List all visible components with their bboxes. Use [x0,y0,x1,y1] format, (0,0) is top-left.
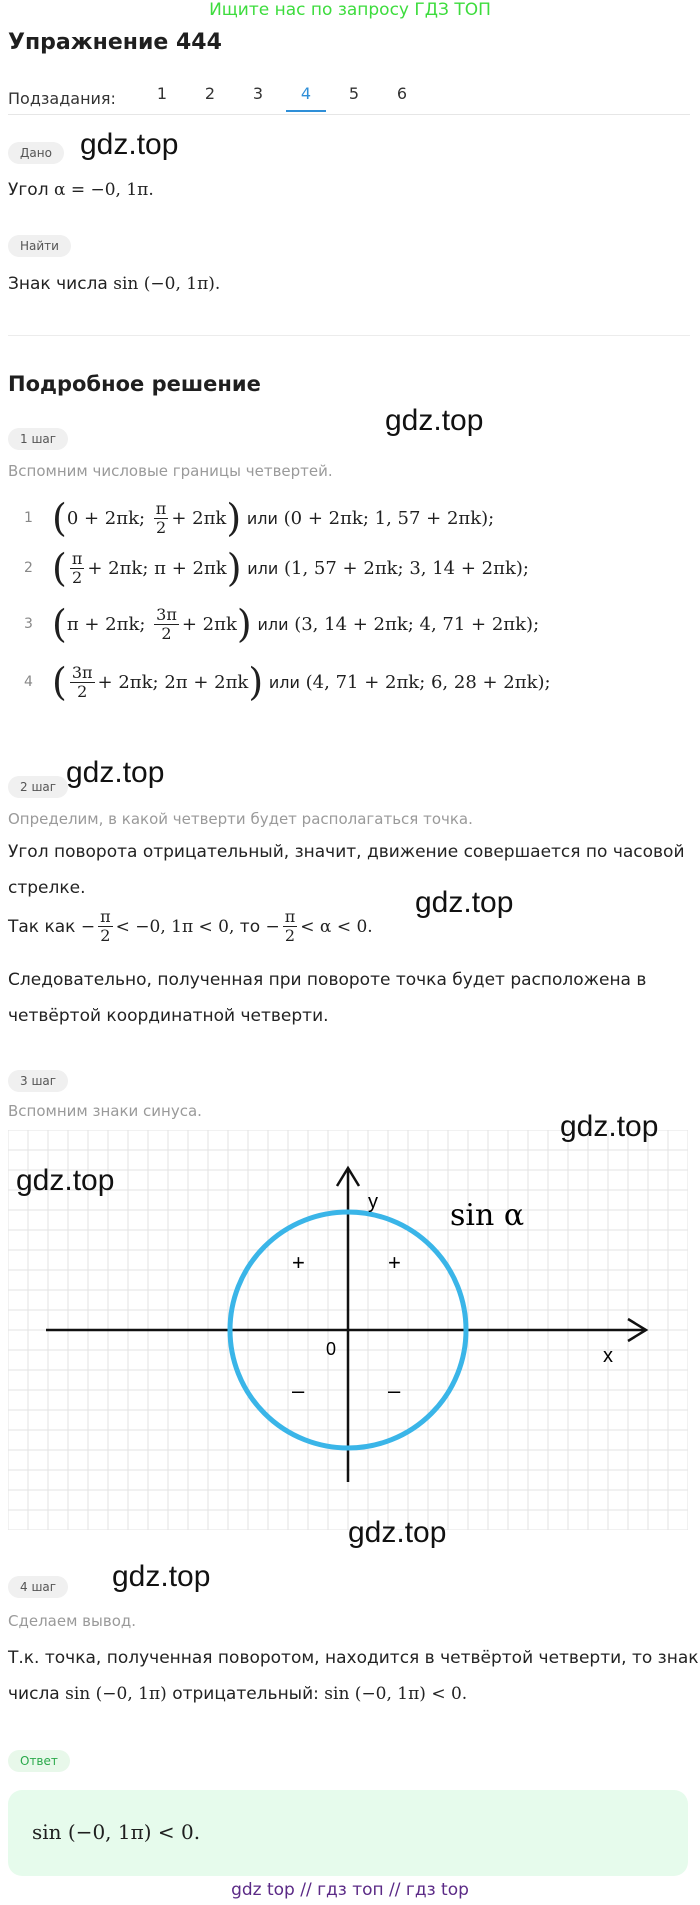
quarter-a: π + 2πk; [66,613,146,635]
subtask-tab-5[interactable]: 5 [348,84,360,103]
subtask-tab-4[interactable]: 4 [282,84,330,112]
quarter-alt: (1, 57 + 2πk; 3, 14 + 2πk); [284,557,529,579]
step2-inequality-1: < −0, 1π < 0, [115,916,235,937]
fraction: $\frac{\pi}{2}$ [284,907,296,945]
fraction: $\frac{3\pi}{2}$ [156,604,177,643]
quarter-alt: (4, 71 + 2πk; 6, 28 + 2πk); [305,671,551,693]
step2-line3-mid: то [239,916,261,937]
sign-q2: + [292,1250,305,1275]
watermark: gdz.top [348,1516,447,1549]
find-math: sin (−0, 1π). [113,274,221,294]
step4-line2-mid: отрицательный: [172,1684,319,1704]
solution-title: Подробное решение [8,372,261,396]
quarter-number: 2 [24,560,33,576]
step3-chip: 3 шаг [8,1070,68,1092]
subtasks-divider [8,114,690,115]
answer-math: sin (−0, 1π) < 0. [32,1820,201,1844]
watermark: gdz.top [385,404,484,437]
step2-line3: Так как − $\frac{\pi}{2}$ < −0, 1π < 0, то − $\frac{\pi}{2}$ < α < 0. [8,907,373,945]
fraction: $\frac{\pi}{2}$ [155,498,167,537]
quarter-b-tail: + 2πk [171,507,227,529]
quarter-row-1: 1 ( 0 + 2πk; $\frac{\pi}{2}$ + 2πk ) или (0 + 2πk; 1, 57 + 2πk); [24,496,495,540]
quarter-a-tail: + 2πk; [87,557,149,579]
watermark: gdz.top [560,1110,659,1143]
fraction: $\frac{\pi}{2}$ [71,548,83,587]
answer-box [8,1790,688,1876]
fraction: $\frac{\pi}{2}$ [100,907,111,945]
y-axis-label: y [368,1191,378,1213]
quarter-row-4: 4 ( $\frac{3\pi}{2}$ + 2πk; 2π + 2πk ) или (4, 71 + 2πk; 6, 28 + 2πk); [24,660,551,704]
quarter-a-tail: + 2πk; [97,671,159,693]
step1-chip: 1 шаг [8,428,68,450]
given-text [8,180,154,200]
quarter-number: 1 [24,510,33,526]
step2-line1: Угол поворота отрицательный, значит, движение совершается по часовой [8,842,685,862]
step4-line1: Т.к. точка, полученная поворотом, находится в четвёртой четверти, то знак [8,1648,699,1668]
subtasks-nav [8,84,426,112]
quarter-b: 2π + 2πk [164,671,249,693]
step2-chip: 2 шаг [8,776,68,798]
watermark: gdz.top [16,1164,115,1197]
find-chip: Найти [8,235,71,257]
step3-hint: Вспомним знаки синуса. [8,1102,202,1120]
step4-math-1: sin (−0, 1π) [65,1684,167,1704]
connector-or: или [257,614,289,634]
section-divider [8,335,690,336]
step4-chip: 4 шаг [8,1576,68,1598]
step2-hint: Определим, в какой четверти будет располагаться точка. [8,810,473,828]
step4-line2-prefix: числа [8,1684,60,1704]
quarter-alt: (0 + 2πk; 1, 57 + 2πk); [283,507,495,529]
subtasks-label: Подзадания: [8,88,116,108]
answer-chip: Ответ [8,1750,70,1772]
subtask-tab-6[interactable]: 6 [396,84,408,103]
step2-line5: четвёртой координатной четверти. [8,1006,329,1026]
step2-line4: Следовательно, полученная при повороте точка будет расположена в [8,970,647,990]
watermark: gdz.top [66,756,165,789]
fraction: $\frac{3\pi}{2}$ [71,662,93,701]
connector-or: или [247,558,279,578]
given-math: α = −0, 1π. [53,180,154,200]
sign-q4: – [388,1378,401,1403]
sign-q1: + [388,1250,401,1275]
watermark: gdz.top [112,1560,211,1593]
step4-line2 [8,1684,467,1704]
given-prefix: Угол [8,180,54,200]
page-title: Упражнение 444 [8,30,222,55]
diagram-title: sin α [450,1198,525,1233]
sign-q3: – [292,1378,305,1403]
subtask-tab-3[interactable]: 3 [252,84,264,103]
quarter-row-3: 3 ( π + 2πk; $\frac{3\pi}{2}$ + 2πk ) или (3, 14 + 2πk; 4, 71 + 2πk); [24,602,540,646]
step4-math-2: sin (−0, 1π) < 0. [324,1684,468,1704]
step2-inequality-2: < α < 0. [300,916,373,937]
x-axis-label: x [603,1345,613,1367]
quarter-row-2: 2 ( $\frac{\pi}{2}$ + 2πk; π + 2πk ) или (1, 57 + 2πk; 3, 14 + 2πk); [24,546,529,590]
find-prefix: Знак числа [8,274,114,294]
step4-hint: Сделаем вывод. [8,1612,137,1630]
subtask-tab-1[interactable]: 1 [156,84,168,103]
quarter-a: 0 + 2πk; [66,507,146,529]
quarter-number: 4 [24,674,33,690]
connector-or: или [246,508,278,528]
origin-label: 0 [326,1339,337,1359]
connector-or: или [268,672,300,692]
quarter-alt: (3, 14 + 2πk; 4, 71 + 2πk); [294,613,540,635]
search-banner: Ищите нас по запросу ГДЗ ТОП [209,0,491,20]
step1-hint: Вспомним числовые границы четвертей. [8,462,333,480]
given-chip: Дано [8,142,64,164]
step2-line3-prefix: Так как [8,916,76,937]
quarter-b: π + 2πk [154,557,227,579]
footer-links[interactable]: gdz top // гдз топ // гдз top [231,1880,469,1900]
subtask-tab-2[interactable]: 2 [204,84,216,103]
quarter-b-tail: + 2πk [181,613,237,635]
watermark: gdz.top [415,886,514,919]
step2-line2: стрелке. [8,878,86,898]
quarter-number: 3 [24,616,33,632]
watermark: gdz.top [80,128,179,161]
find-text [8,274,220,294]
